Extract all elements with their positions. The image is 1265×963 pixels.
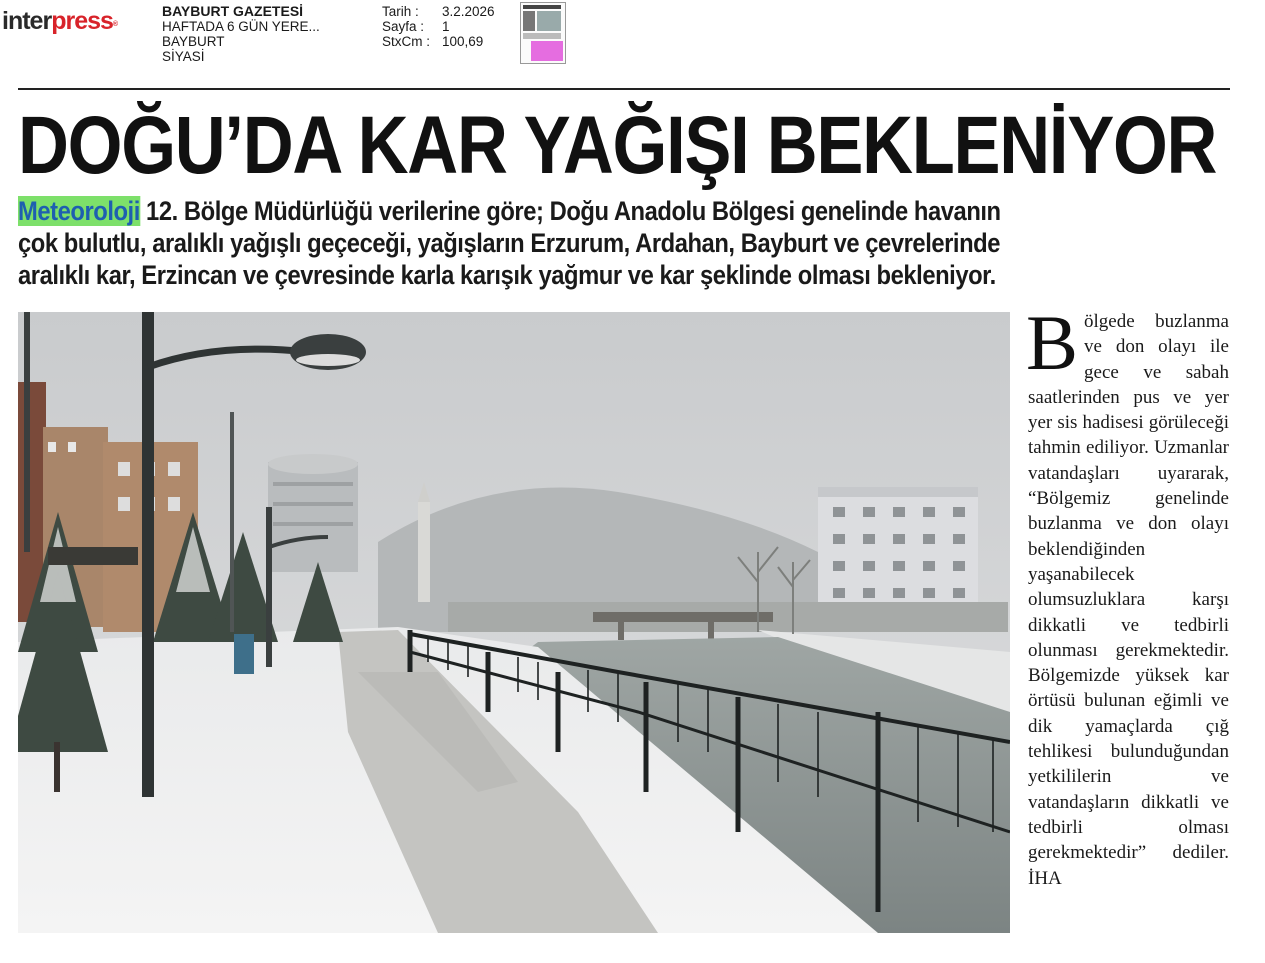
spot-line-1-text: 12. Bölge Müdürlüğü verilerine göre; Doğu Anadolu Bölgesi genelinde havanın — [139, 196, 1001, 226]
publication-name: BAYBURT GAZETESİ — [162, 3, 304, 19]
logo-registered-mark: ® — [112, 21, 118, 28]
publication-city: BAYBURT — [162, 34, 225, 49]
meta-row-page — [382, 19, 495, 34]
meta-row-stxcm — [382, 34, 495, 49]
publication-info — [162, 4, 367, 64]
meta-label: StxCm : — [382, 34, 431, 49]
article-spot — [18, 195, 1230, 291]
meta-label: Sayfa : — [382, 19, 425, 34]
spot-line-3: aralıklı kar, Erzincan ve çevresinde karla karışık yağmur ve kar şeklinde olması bekleniyor. — [18, 260, 996, 290]
page-thumbnail — [520, 2, 566, 64]
meta-value: 3.2.2026 — [442, 4, 495, 19]
publication-frequency: HAFTADA 6 GÜN YERE... — [162, 19, 320, 34]
article-body — [1026, 299, 1229, 891]
meta-row-date — [382, 4, 495, 19]
meta-label: Tarih : — [382, 4, 419, 19]
spot-highlight: Meteoroloji — [18, 196, 140, 226]
body-text: ölgede buzlanma ve don olayı ile gece ve sabah saatlerinden pus ve yer yer sis hadisesi görüleceği tahmin ediliyor. Uzmanlar vatandaşları uyararak, “Bölgemiz genelinde buzlanma ve don olayı beklendiğinden yaşanabilecek olumsuzluklara karşı dikkatli ve tedbirli olunması gerekmektedir. Bölgemizde yüksek kar örtüsü bulunan eğimli ve dik yamaçlarda çığ tehlikesi bulunduğundan yetkililerin ve vatandaşların dikkatli ve tedbirli olması gerekmektedir” dediler. İHA — [1028, 311, 1229, 889]
meta-value: 100,69 — [442, 34, 484, 49]
meta-value: 1 — [442, 19, 450, 34]
article-photo-snowy-riverside — [18, 312, 1010, 933]
article-headline: DOĞU’DA KAR YAĞIŞI BEKLENİYOR — [18, 100, 1217, 191]
logo-part-inter: inter — [2, 7, 52, 35]
clipping-meta — [382, 4, 495, 49]
body-dropcap: B — [1026, 299, 1079, 386]
header-divider — [18, 88, 1230, 90]
logo-part-press: press — [51, 7, 113, 35]
spot-line-2: çok bulutlu, aralıklı yağışlı geçeceği, yağışların Erzurum, Ardahan, Bayburt ve çevrelerinde — [18, 228, 1001, 258]
interpress-logo — [2, 6, 117, 36]
publication-category: SİYASİ — [162, 49, 205, 64]
spot-line-1 — [18, 195, 1085, 227]
